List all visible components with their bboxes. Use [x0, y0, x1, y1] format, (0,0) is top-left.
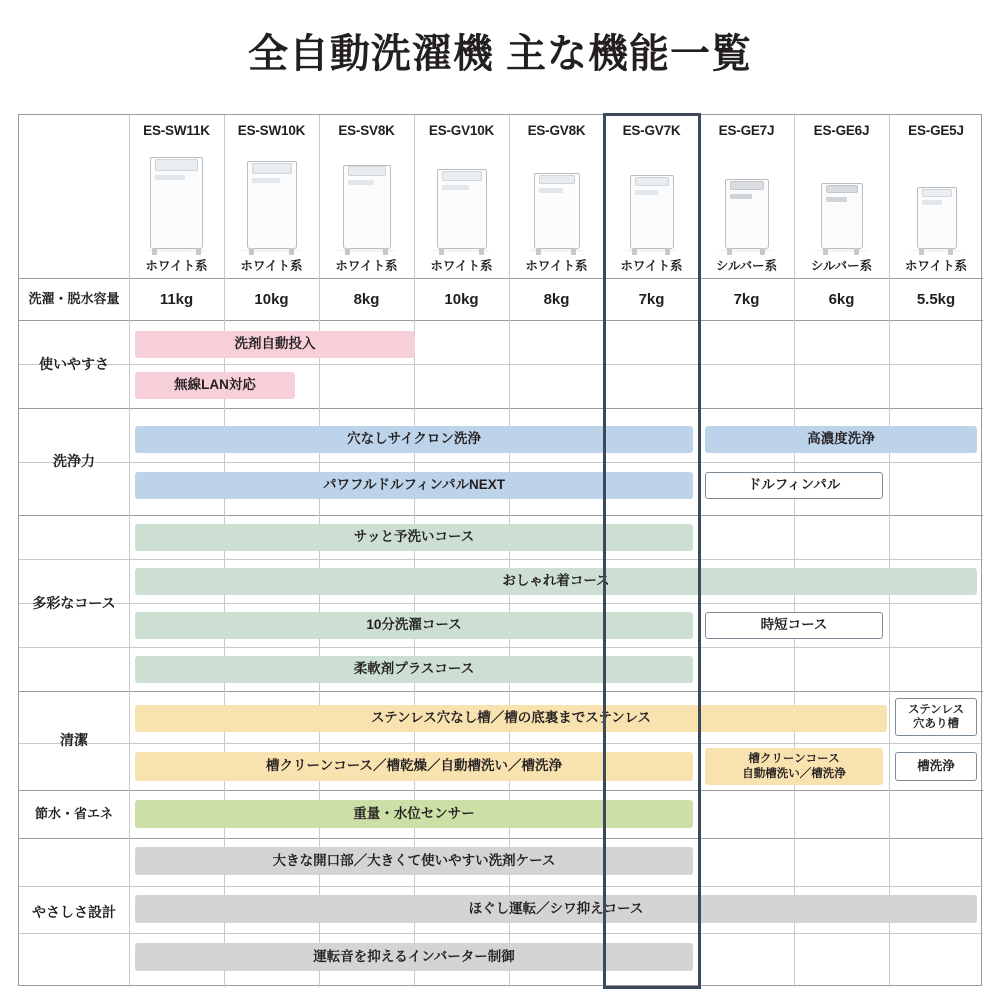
capacity-value-6: 7kg — [733, 290, 760, 308]
feature-time-short: 時短コース — [705, 612, 883, 639]
row-label-courses: 多彩なコース — [32, 594, 116, 611]
feature-wireless-lan: 無線LAN対応 — [135, 372, 295, 399]
model-color-7: シルバー系 — [810, 259, 873, 273]
model-name-1: ES-SW10K — [237, 122, 306, 138]
divider — [19, 408, 983, 409]
row-label-usability: 使いやすさ — [39, 355, 109, 372]
capacity-value-8: 5.5kg — [916, 290, 956, 308]
divider-thin — [19, 886, 983, 887]
capacity-value-0: 11kg — [159, 290, 194, 308]
capacity-value-5: 7kg — [638, 290, 665, 308]
washer-illustration-7 — [794, 145, 889, 255]
model-color-2: ホワイト系 — [335, 259, 398, 273]
washer-illustration-1 — [224, 145, 319, 255]
feature-dolphin: ドルフィンパル — [705, 472, 883, 499]
model-name-0: ES-SW11K — [143, 122, 210, 138]
divider — [19, 278, 983, 279]
washer-illustration-8 — [889, 145, 983, 255]
capacity-value-3: 10kg — [444, 290, 479, 308]
divider — [19, 515, 983, 516]
model-color-6: シルバー系 — [715, 259, 778, 273]
model-name-8: ES-GE5J — [908, 122, 964, 138]
capacity-value-4: 8kg — [543, 290, 570, 308]
divider-thin — [19, 743, 983, 744]
model-name-7: ES-GE6J — [813, 122, 870, 138]
row-label-capacity: 洗濯・脱水容量 — [28, 291, 120, 307]
washer-illustration-5 — [604, 145, 699, 255]
feature-tub-clean-full: 槽クリーンコース／槽乾燥／自動槽洗い／槽洗浄 — [135, 752, 693, 781]
page-title: 全自動洗濯機 主な機能一覧 — [247, 32, 753, 76]
divider — [19, 838, 983, 839]
feature-stainless-hole: ステンレス 穴あり槽 — [895, 698, 977, 736]
model-color-5: ホワイト系 — [620, 259, 683, 273]
washer-illustration-0 — [129, 145, 224, 255]
washer-illustration-6 — [699, 145, 794, 255]
divider-thin — [19, 933, 983, 934]
capacity-value-7: 6kg — [828, 290, 855, 308]
feature-stainless-tub: ステンレス穴なし槽／槽の底裏までステンレス — [135, 705, 887, 732]
row-label-clean: 清潔 — [60, 732, 88, 749]
feature-tub-wash: 槽洗浄 — [895, 752, 977, 781]
row-label-gentle: やさしさ設計 — [32, 903, 116, 920]
row-label-eco: 節水・省エネ — [34, 806, 113, 822]
feature-prewash: サッと予洗いコース — [135, 524, 693, 551]
divider — [19, 691, 983, 692]
model-name-6: ES-GE7J — [718, 122, 775, 138]
feature-delicate: おしゃれ着コース — [135, 568, 977, 595]
feature-loosen: ほぐし運転／シワ抑えコース — [135, 895, 977, 923]
model-name-3: ES-GV10K — [428, 122, 495, 138]
model-name-5: ES-GV7K — [622, 122, 681, 138]
divider-thin — [19, 364, 983, 365]
divider-thin — [19, 603, 983, 604]
row-label-cleaning-power: 洗浄力 — [53, 453, 95, 470]
model-name-4: ES-GV8K — [527, 122, 586, 138]
feature-big-opening: 大きな開口部／大きくて使いやすい洗剤ケース — [135, 847, 693, 875]
model-color-1: ホワイト系 — [240, 259, 303, 273]
feature-ten-min: 10分洗濯コース — [135, 612, 693, 639]
feature-dolphin-next: パワフルドルフィンパルNEXT — [135, 472, 693, 499]
capacity-value-2: 8kg — [353, 290, 380, 308]
washer-illustration-3 — [414, 145, 509, 255]
model-name-2: ES-SV8K — [338, 122, 395, 138]
divider-thin — [19, 559, 983, 560]
feature-detergent-auto: 洗剤自動投入 — [135, 331, 415, 358]
divider-thin — [19, 462, 983, 463]
divider — [19, 790, 983, 791]
comparison-table — [18, 114, 982, 986]
feature-tub-clean-short: 槽クリーンコース 自動槽洗い／槽洗浄 — [705, 748, 883, 785]
divider-thin — [19, 647, 983, 648]
feature-softener-plus: 柔軟剤プラスコース — [135, 656, 693, 683]
feature-high-density: 高濃度洗浄 — [705, 426, 977, 453]
model-color-8: ホワイト系 — [904, 259, 968, 273]
model-color-4: ホワイト系 — [525, 259, 588, 273]
capacity-value-1: 10kg — [254, 290, 289, 308]
model-color-3: ホワイト系 — [430, 259, 493, 273]
feature-weight-water-sensor: 重量・水位センサー — [135, 800, 693, 828]
feature-cyclone: 穴なしサイクロン洗浄 — [135, 426, 693, 453]
model-color-0: ホワイト系 — [145, 259, 208, 273]
feature-inverter: 運転音を抑えるインバーター制御 — [135, 943, 693, 971]
washer-illustration-4 — [509, 145, 604, 255]
divider — [19, 320, 983, 321]
washer-illustration-2 — [319, 145, 414, 255]
